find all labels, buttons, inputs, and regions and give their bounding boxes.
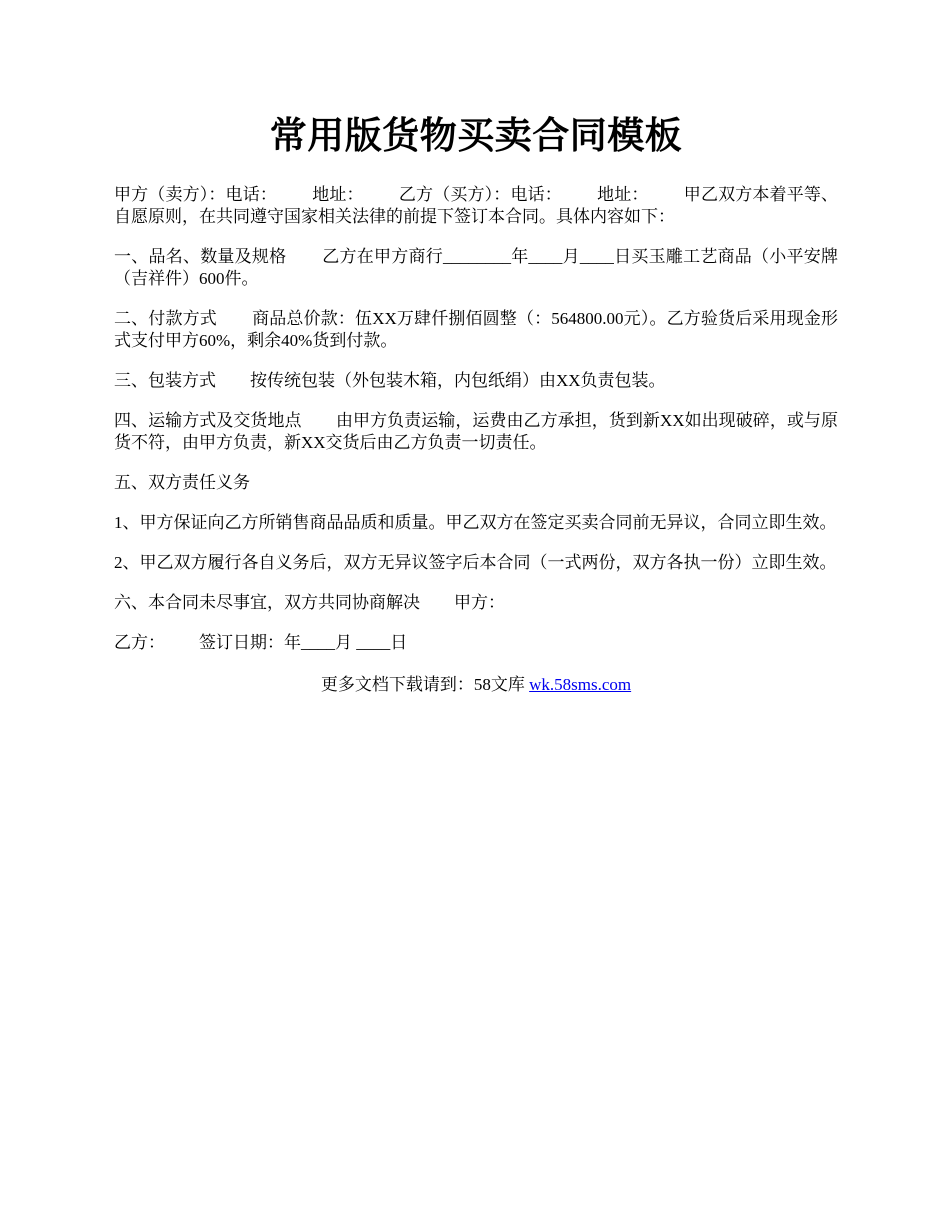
responsibility-item-1: 1、甲方保证向乙方所销售商品品质和质量。甲乙双方在签定买卖合同前无异议，合同立即生效。: [114, 513, 837, 532]
footer-link[interactable]: wk.58sms.com: [529, 675, 632, 694]
clause-misc-paragraph: 六、本合同未尽事宜，双方共同协商解决 甲方：: [114, 593, 505, 612]
clause-transport-paragraph: 四、运输方式及交货地点 由甲方负责运输，运费由乙方承担，货到新XX如出现破碎，或与原货不符，由甲方负责，新XX交货后由乙方负责一切责任。: [114, 411, 838, 452]
clause-packaging-paragraph: 三、包装方式 按传统包装（外包装木箱，内包纸绢）由XX负责包装。: [114, 371, 666, 390]
clause-payment-paragraph: 二、付款方式 商品总价款：伍XX万肆仟捌佰圆整（：564800.00元）。乙方验货后采用现金形式支付甲方60%，剩余40%货到付款。: [114, 309, 838, 350]
footer-text: 更多文档下载请到：58文库: [320, 675, 530, 694]
contract-body: [114, 184, 838, 654]
parties-intro-paragraph: 甲方（卖方）：电话： 地址： 乙方（买方）：电话： 地址： 甲乙双方本着平等、自愿原则，在共同遵守国家相关法律的前提下签订本合同。具体内容如下：: [114, 185, 838, 226]
clause-responsibilities-heading: 五、双方责任义务: [114, 473, 250, 492]
responsibility-item-2: 2、甲乙双方履行各自义务后，双方无异议签字后本合同（一式两份，双方各执一份）立即生效。: [114, 553, 837, 572]
signature-line: 乙方： 签订日期：年____月 ____日: [114, 633, 408, 652]
clause-product-paragraph: 一、品名、数量及规格 乙方在甲方商行________年____月____日买玉雕工艺商品（小平安牌（吉祥件）600件。: [114, 247, 838, 288]
download-footer: [114, 674, 838, 696]
document-title: 常用版货物买卖合同模板: [269, 116, 683, 157]
